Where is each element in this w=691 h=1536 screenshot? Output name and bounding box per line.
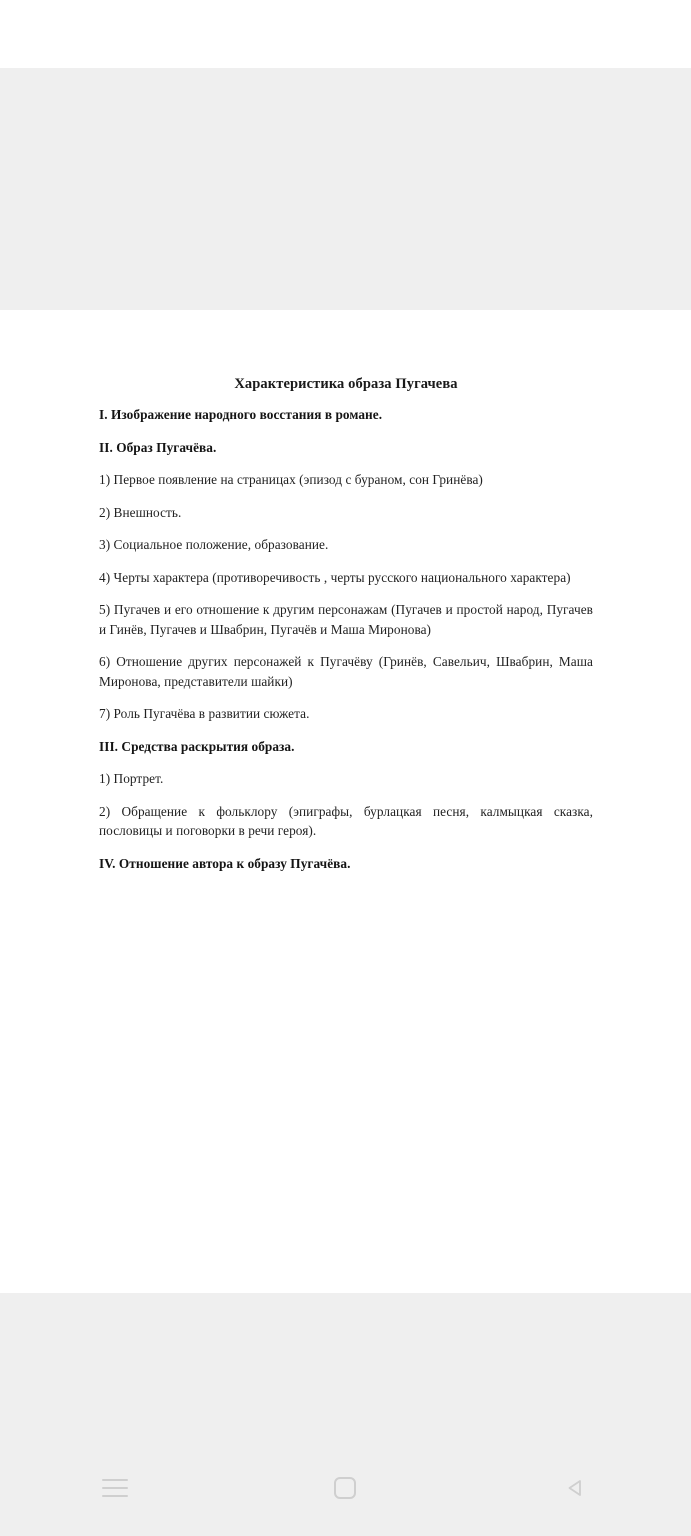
outline-item: 3) Социальное положение, образование. (99, 537, 329, 552)
outline-item: 6) Отношение других персонажей к Пугачёву (Гринёв, Савельич, Швабрин, Маша Миронова, представители шайки) (99, 654, 593, 689)
recents-button[interactable] (69, 1458, 161, 1518)
outline-item: 7) Роль Пугачёва в развитии сюжета. (99, 706, 310, 721)
status-area-blank (0, 0, 691, 68)
android-navigation-bar (0, 1440, 691, 1536)
section-heading: I. Изображение народного восстания в романе. (99, 407, 383, 422)
home-button[interactable] (299, 1458, 391, 1518)
outline-item: 2) Внешность. (99, 504, 182, 520)
document-body (99, 405, 593, 873)
outline-item: 1) Портрет. (99, 771, 164, 786)
home-square-icon (334, 1477, 356, 1499)
document-viewer[interactable] (0, 68, 691, 1536)
page-title: Характеристика образа Пугачева (234, 376, 458, 392)
outline-item: 4) Черты характера (противоречивость , черты русского национального характера) (99, 569, 571, 585)
section-heading: III. Средства раскрытия образа. (99, 738, 295, 754)
page-text-column (99, 310, 593, 1293)
outline-item: 2) Обращение к фольклору (эпиграфы, бурлацкая песня, калмыцкая сказка, пословицы и поговорки в речи героя). (99, 803, 593, 838)
section-heading: IV. Отношение автора к образу Пугачёва. (99, 855, 351, 871)
outline-item: 1) Первое появление на страницах (эпизод с бураном, сон Гринёва) (99, 472, 483, 487)
back-button[interactable] (530, 1458, 622, 1518)
document-page (0, 310, 691, 1293)
back-triangle-icon (564, 1476, 588, 1500)
outline-item: 5) Пугачев и его отношение к другим персонажам (Пугачев и простой народ, Пугачев и Гинёв, Пугачев и Швабрин, Пугачёв и Маша Миронова) (99, 602, 593, 637)
recents-icon (102, 1479, 128, 1498)
section-heading: II. Образ Пугачёва. (99, 439, 217, 455)
